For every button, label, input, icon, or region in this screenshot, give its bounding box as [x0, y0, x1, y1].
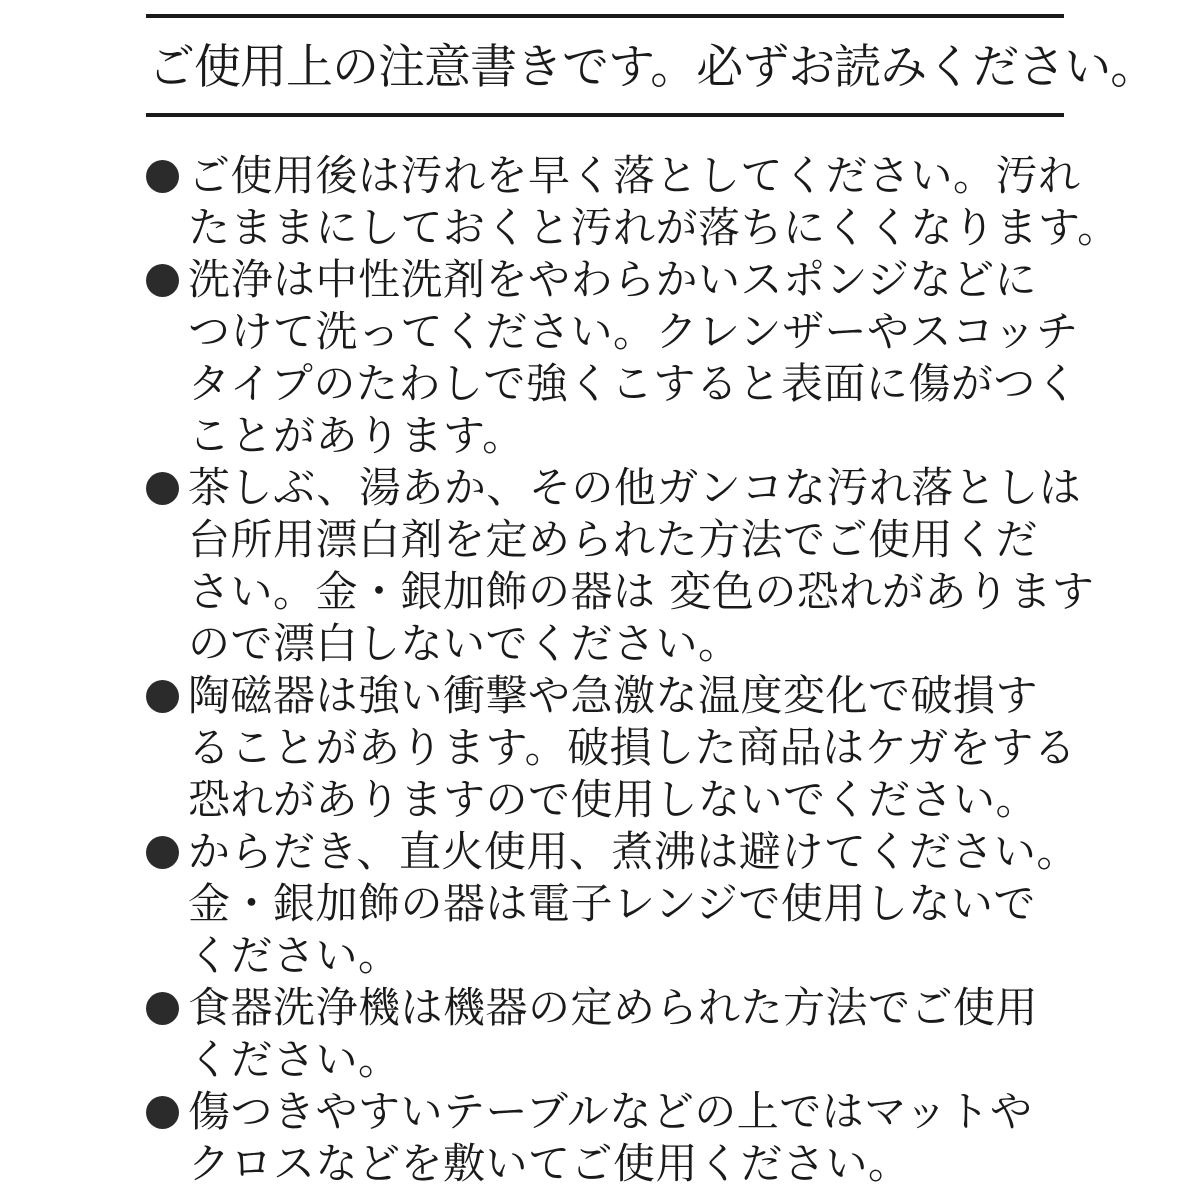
bullet-icon	[146, 160, 179, 193]
caution-line: 傷つきやすいテーブルなどの上ではマットや	[188, 1087, 1033, 1136]
caution-item	[146, 150, 1120, 254]
caution-line: クロスなどを敷いてご使用ください。	[188, 1139, 911, 1188]
caution-line: つけて洗ってください。クレンザーやスコッチ	[188, 307, 1079, 356]
caution-line: 金・銀加飾の器は電子レンジで使用しないで	[188, 879, 1036, 928]
bullet-icon	[146, 264, 179, 297]
bullet-icon	[146, 836, 179, 869]
caution-line: 台所用漂白剤を定められた方法でご使用くだ	[188, 515, 1039, 564]
caution-list	[146, 150, 1120, 1190]
page-title: ご使用上の注意書きです。必ずお読みください。	[148, 40, 1157, 95]
bullet-icon	[146, 680, 179, 713]
caution-line: 茶しぶ、湯あか、その他ガンコな汚れ落としは	[188, 463, 1082, 512]
caution-item	[146, 982, 1064, 1086]
caution-line: 陶磁器は強い衝撃や急激な温度変化で破損す	[188, 671, 1039, 720]
caution-line: ご使用後は汚れを早く落としてください。汚れ	[188, 151, 1081, 200]
bullet-icon	[146, 472, 179, 505]
caution-line: からだき、直火使用、煮沸は避けてください。	[188, 827, 1079, 876]
caution-item	[146, 670, 1077, 826]
bullet-icon	[146, 1096, 179, 1129]
caution-line: ください。	[188, 931, 401, 980]
caution-line: ことがあります。	[188, 411, 525, 460]
header-top-rule	[146, 14, 1064, 18]
caution-line: 食器洗浄機は機器の定められた方法でご使用	[188, 983, 1039, 1032]
caution-line: たままにしておくと汚れが落ちにくくなります。	[188, 203, 1120, 252]
caution-item	[146, 254, 1079, 462]
caution-line: 洗浄は中性洗剤をやわらかいスポンジなどに	[188, 255, 1037, 304]
caution-line: ので漂白しないでください。	[188, 619, 741, 668]
header-bottom-rule	[146, 113, 1064, 117]
caution-line: さい。金・銀加飾の器は 変色の恐れがあります	[188, 567, 1095, 616]
caution-line: ください。	[188, 1035, 401, 1084]
caution-item	[146, 1086, 1064, 1190]
bullet-icon	[146, 992, 179, 1025]
caution-line: ることがあります。破損した商品はケガをする	[188, 723, 1077, 772]
caution-line: 恐れがありますので使用しないでください。	[188, 775, 1039, 824]
caution-item	[146, 462, 1095, 670]
caution-item	[146, 826, 1079, 982]
caution-line: タイプのたわしで強くこすると表面に傷がつく	[188, 359, 1079, 408]
